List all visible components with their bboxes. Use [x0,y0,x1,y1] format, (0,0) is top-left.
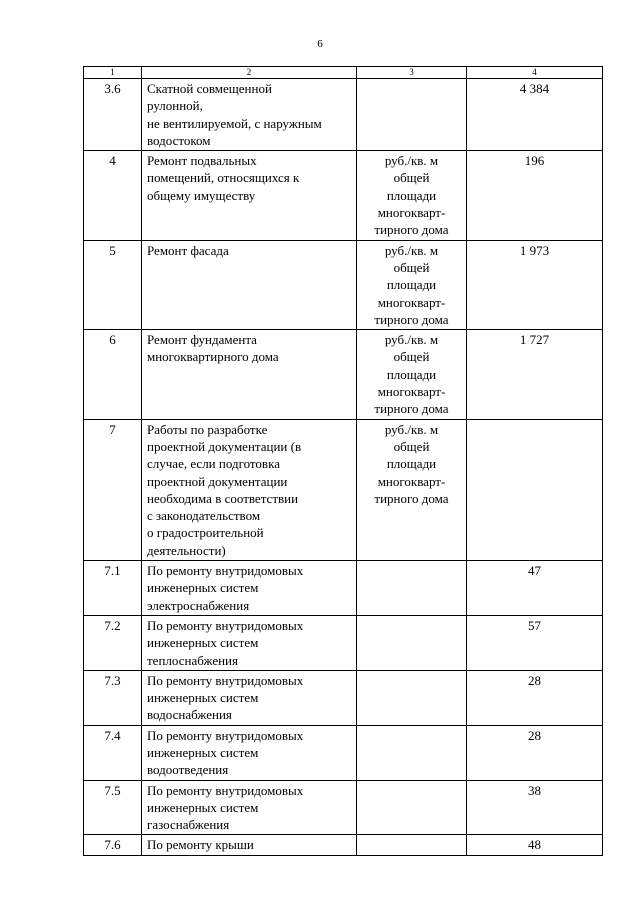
value-cell: 1 973 [467,240,603,329]
description-line: газоснабжения [147,817,230,833]
description-line: теплоснабжения [147,652,238,668]
value-cell: 47 [467,561,603,616]
unit-cell [357,670,467,725]
column-header: 1 [84,67,142,79]
unit-cell [357,79,467,151]
value-cell: 38 [467,780,603,835]
row-number-cell: 5 [84,240,142,329]
description-line: По ремонту внутридомовых [147,617,304,633]
description-line: необходима в соответствии [147,490,299,506]
unit-cell [357,780,467,835]
description-line: Работы по разработке [147,421,268,437]
row-number-cell: 7.6 [84,835,142,855]
unit-cell [357,330,467,419]
unit-line: многокварт- [377,205,446,221]
row-number-cell: 7.2 [84,615,142,670]
description-cell [142,240,357,329]
unit-line: тирного дома [374,490,449,506]
unit-line: многокварт- [377,384,446,400]
unit-line: площади [386,187,437,203]
description-line: водоотведения [147,762,229,778]
page-number: 6 [317,38,323,50]
description-line: инженерных систем [147,799,259,815]
description-cell [142,615,357,670]
unit-line: площади [386,456,437,472]
table-row [84,615,603,670]
table-row [84,151,603,240]
unit-line: общей [393,438,430,454]
table-row [84,670,603,725]
row-number-cell: 7.3 [84,670,142,725]
description-cell [142,725,357,780]
description-cell [142,151,357,240]
unit-cell [357,240,467,329]
description-line: инженерных систем [147,580,259,596]
unit-cell [357,725,467,780]
value-cell: 28 [467,725,603,780]
description-cell [142,835,357,855]
value-cell: 196 [467,151,603,240]
description-line: случае, если подготовка [147,456,280,472]
description-cell [142,419,357,560]
description-line: инженерных систем [147,690,259,706]
description-line: По ремонту внутридомовых [147,782,304,798]
unit-line: площади [386,366,437,382]
value-cell [467,419,603,560]
row-number-cell: 6 [84,330,142,419]
row-number-cell: 7.4 [84,725,142,780]
unit-line: общей [393,349,430,365]
unit-cell [357,419,467,560]
column-header: 4 [467,67,603,79]
row-number-cell: 7.5 [84,780,142,835]
table-row [84,835,603,855]
description-line: проектной документации (в [147,438,302,454]
unit-line: многокварт- [377,294,446,310]
unit-line: руб./кв. м [384,153,439,169]
unit-line: тирного дома [374,401,449,417]
description-cell [142,330,357,419]
table-body [84,79,603,856]
unit-line: площади [386,277,437,293]
row-number-cell: 4 [84,151,142,240]
unit-cell [357,561,467,616]
unit-line: руб./кв. м [384,242,439,258]
description-line: Ремонт фундамента [147,332,257,348]
unit-line: тирного дома [374,311,449,327]
description-cell [142,79,357,151]
value-cell: 48 [467,835,603,855]
unit-line: руб./кв. м [384,421,439,437]
description-line: помещений, относящихся к [147,170,300,186]
table-row [84,330,603,419]
description-line: По ремонту внутридомовых [147,727,304,743]
unit-line: тирного дома [374,222,449,238]
unit-cell [357,835,467,855]
unit-line: общей [393,259,430,275]
description-line: не вентилируемой, с наружным [147,115,322,131]
table-row [84,780,603,835]
description-line: По ремонту внутридомовых [147,672,304,688]
description-line: водостоком [147,132,211,148]
description-line: общему имуществу [147,187,256,203]
value-cell: 28 [467,670,603,725]
table-row [84,561,603,616]
value-cell: 4 384 [467,79,603,151]
unit-line: руб./кв. м [384,332,439,348]
table-header-row [84,67,603,79]
description-line: с законодательством [147,508,261,524]
description-line: деятельности) [147,542,226,558]
description-line: Ремонт фасада [147,242,229,258]
table-row [84,419,603,560]
description-line: По ремонту крыши [147,837,254,853]
description-line: инженерных систем [147,635,259,651]
column-header: 2 [142,67,357,79]
row-number-cell: 7.1 [84,561,142,616]
description-cell [142,561,357,616]
description-line: о градостроительной [147,525,264,541]
value-cell: 1 727 [467,330,603,419]
unit-cell [357,615,467,670]
table-row [84,725,603,780]
description-line: инженерных систем [147,744,259,760]
unit-line: общей [393,170,430,186]
description-line: водоснабжения [147,707,232,723]
table-row [84,79,603,151]
description-line: Скатной совмещенной [147,81,272,96]
description-line: Ремонт подвальных [147,153,257,169]
column-header: 3 [357,67,467,79]
tariff-table [83,66,603,856]
description-line: многоквартирного дома [147,349,279,365]
description-cell [142,670,357,725]
row-number-cell: 3.6 [84,79,142,151]
value-cell: 57 [467,615,603,670]
description-cell [142,780,357,835]
description-line: проектной документации [147,473,288,489]
unit-cell [357,151,467,240]
description-line: рулонной, [147,98,203,114]
row-number-cell: 7 [84,419,142,560]
description-line: По ремонту внутридомовых [147,563,304,579]
unit-line: многокварт- [377,473,446,489]
table-row [84,240,603,329]
description-line: электроснабжения [147,597,250,613]
